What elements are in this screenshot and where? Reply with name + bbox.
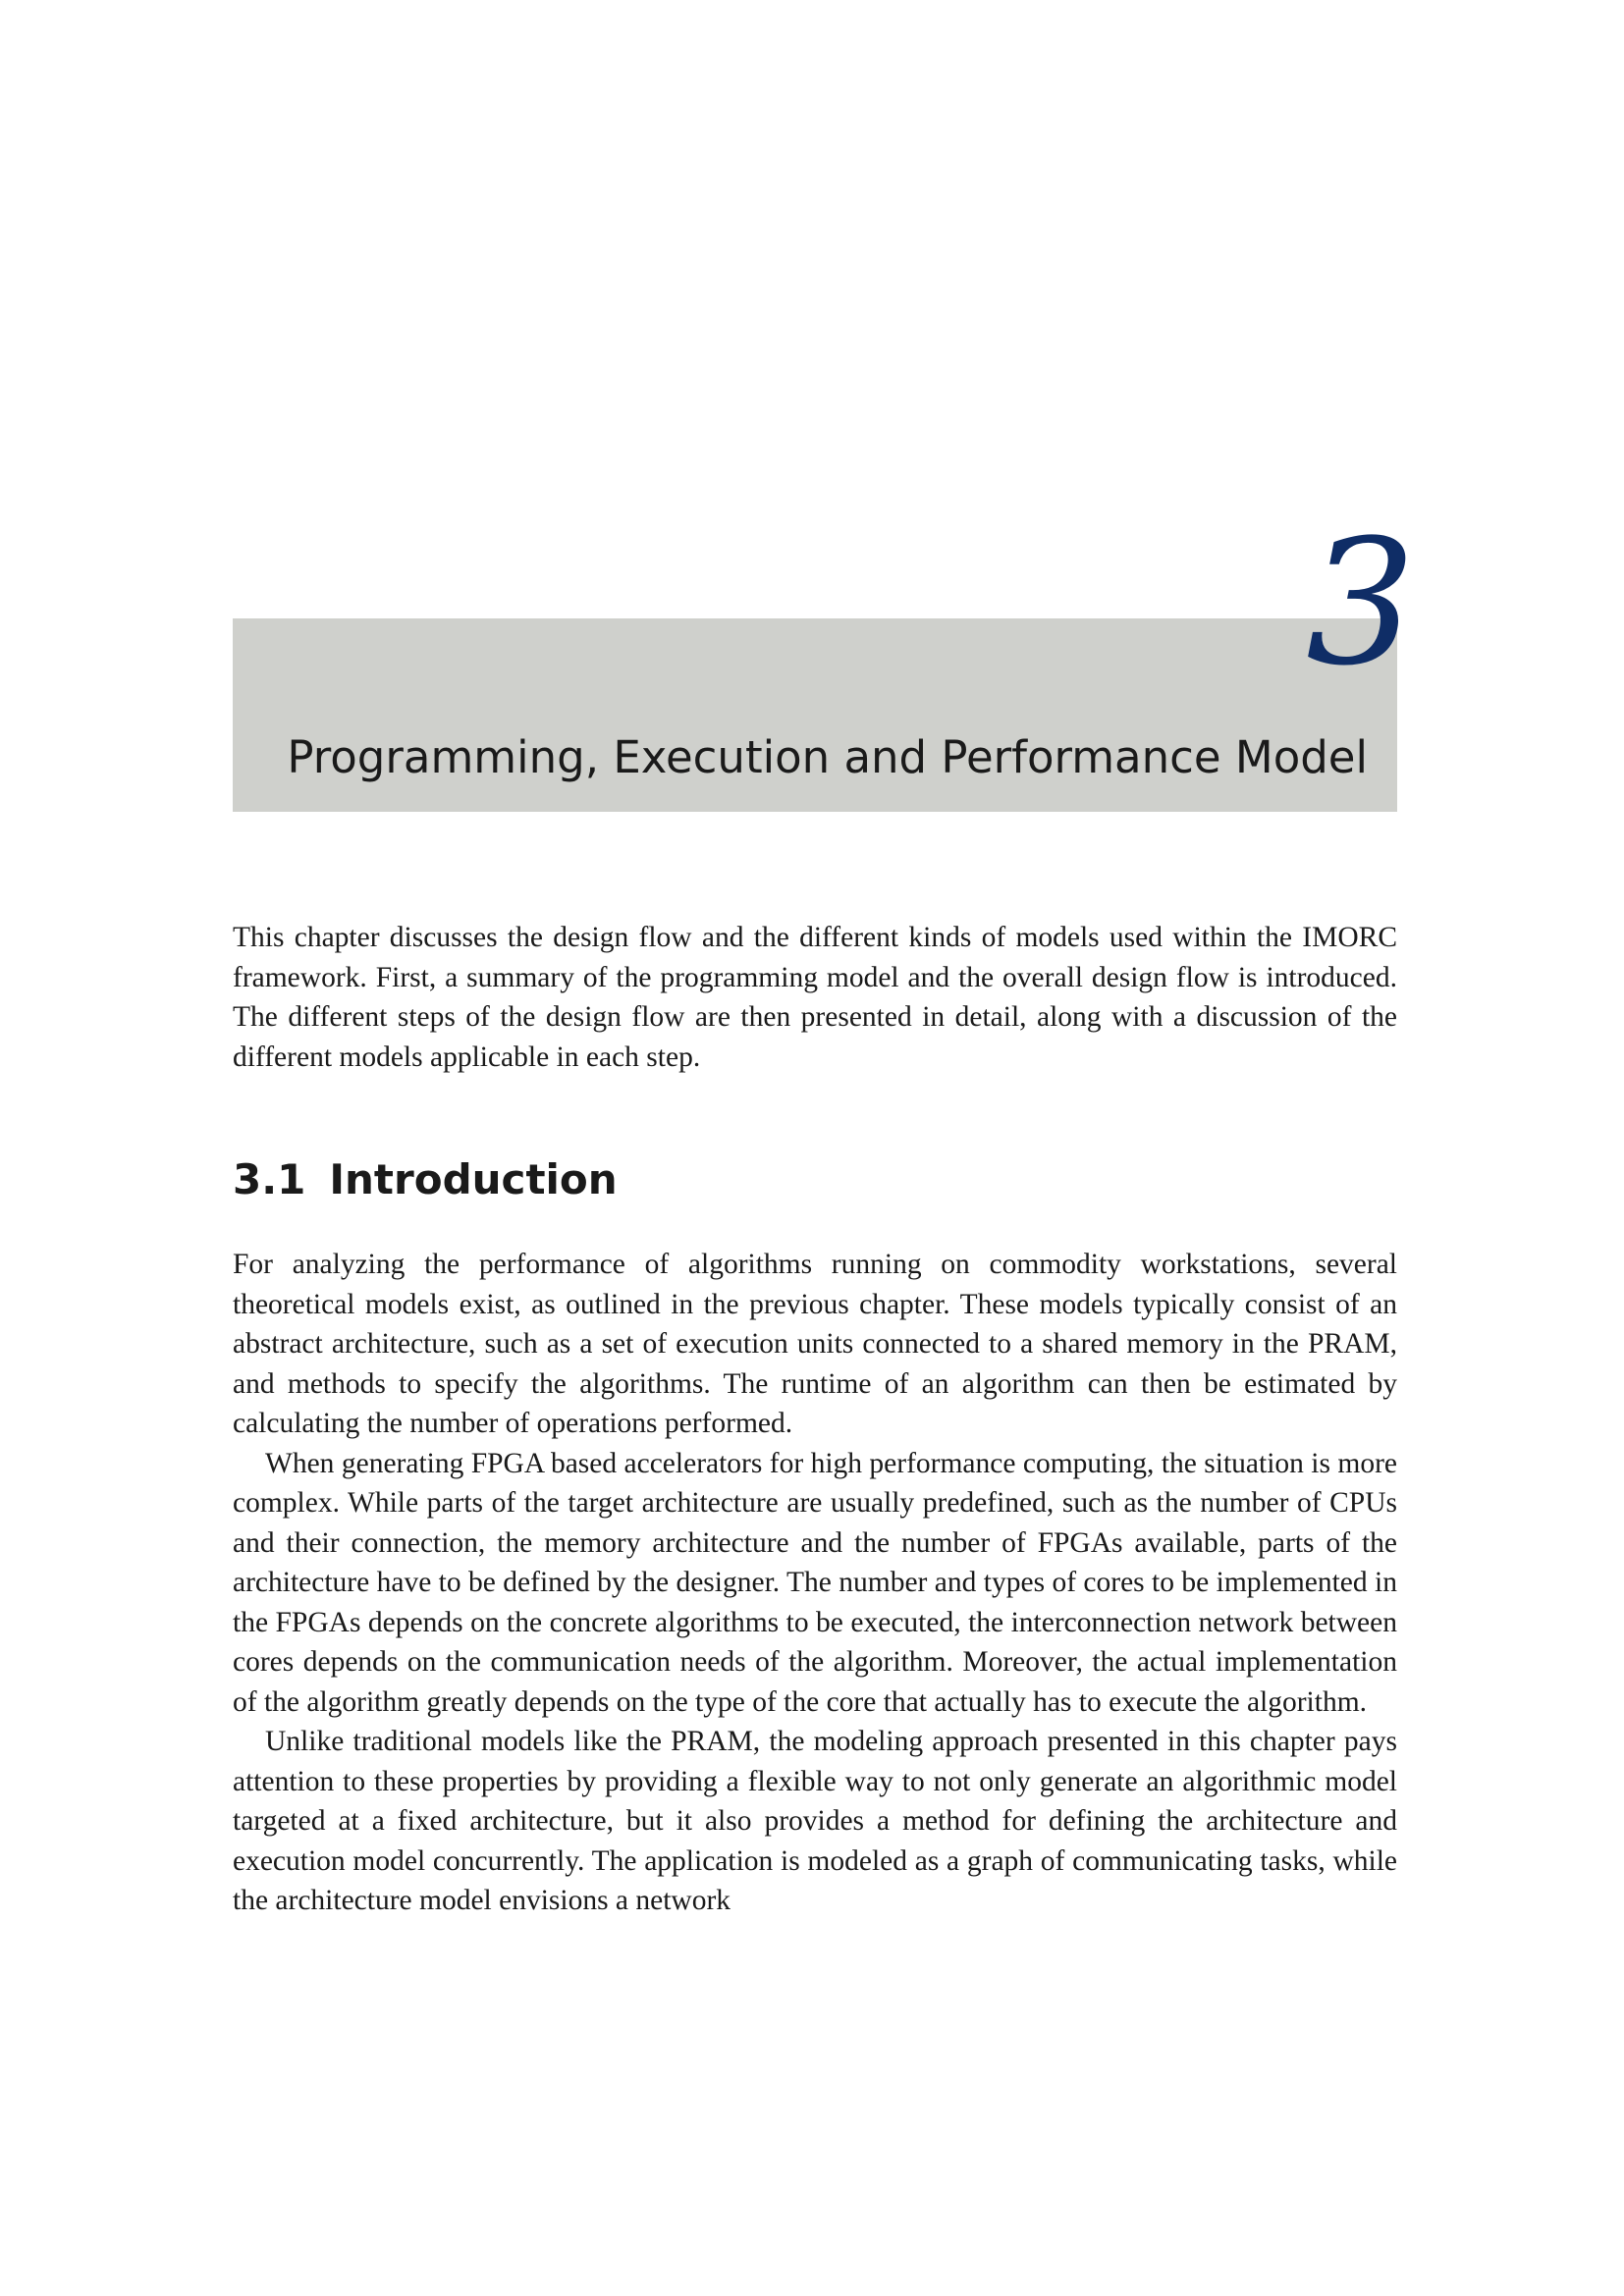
body-paragraph: Unlike traditional models like the PRAM, the modeling approach presented in this chapter pays attention to these properties by providing a flexible way to not only generate an algorithmic model targeted at a fixed architecture, but it also provides a method for defining the architecture and execution model concurrently. The application is modeled as a graph of communicating tasks, while the architecture model envisions a network <box>233 1726 1397 1916</box>
body-paragraph: When generating FPGA based accelerators for high performance computing, the situation is more complex. While parts of the target architecture are usually predefined, such as the number of CPUs and their connection, the memory architecture and the number of FPGAs available, parts of the architecture have to be defined by the designer. The number and types of cores to be implemented in the FPGAs depends on the concrete algorithms to be executed, the interconnection network between cores depends on the communication needs of the algorithm. Moreover, the actual implementation of the algorithm greatly depends on the type of the core that actually has to execute the algorithm. <box>233 1447 1397 1718</box>
chapter-abstract <box>233 918 1397 1077</box>
body-paragraph: For analyzing the performance of algorithms running on commodity workstations, several theoretical models exist, as outlined in the previous chapter. These models typically consist of an abstract architecture, such as a set of execution units connected to a shared memory in the PRAM, and methods to specify the algorithms. The runtime of an algorithm can then be estimated by calculating the number of operations performed. <box>233 1249 1397 1439</box>
chapter-number: 3 <box>1306 503 1416 704</box>
chapter-title: Programming, Execution and Performance Model <box>287 731 1368 783</box>
section-number: 3.1 <box>233 1155 306 1203</box>
section-heading <box>233 1150 1397 1209</box>
abstract-paragraph: This chapter discusses the design flow and the different kinds of models used within the IMORC framework. First, a summary of the programming model and the overall design flow is introduced. The different steps of the design flow are then presented in detail, along with a discussion of the different models applicable in each step. <box>233 922 1397 1073</box>
section-title: Introduction <box>329 1155 618 1203</box>
section-body <box>233 1245 1397 1921</box>
